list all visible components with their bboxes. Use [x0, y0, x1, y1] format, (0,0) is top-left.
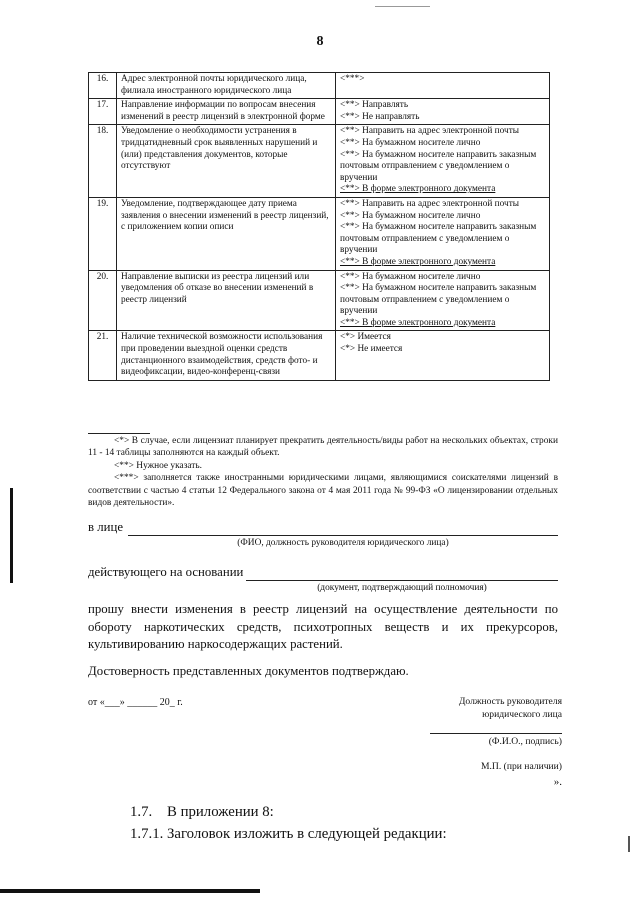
- position-label-1: Должность руководителя: [458, 696, 562, 707]
- table-body: [89, 73, 550, 381]
- row-options: [336, 73, 550, 99]
- date-line: от «___» ______ 20_ г.: [88, 697, 183, 708]
- position-label-2: юридического лица: [482, 709, 562, 720]
- row-name: Направление информации по вопросам внесения изменений в реестр лицензий в электронной форме: [117, 99, 336, 125]
- row-name: Наличие технической возможности использования при проведении выездной оценки средств дистанционного взаимодействия, средств фото- и видеофиксации, видео-конференц-связи: [117, 331, 336, 380]
- confirm-text: Достоверность представленных документов подтверждаю.: [88, 664, 409, 678]
- option-line[interactable]: <**> На бумажном носителе лично: [340, 271, 481, 282]
- option-line[interactable]: <**> В форме электронного документа: [340, 184, 496, 195]
- table-row: [89, 331, 550, 380]
- footnote-2: <**> Нужное указать.: [114, 460, 203, 471]
- table-row: [89, 99, 550, 125]
- option-line[interactable]: <**> Не направлять: [340, 111, 420, 122]
- scan-artifact-right: [628, 836, 630, 852]
- row-name: Уведомление о необходимости устранения в тридцатидневный срок выявленных нарушений и (или) представления документов, которые отсутствуют: [117, 125, 336, 198]
- basis-label: действующего на основании: [88, 565, 244, 579]
- row-number: 17.: [89, 99, 117, 125]
- option-line[interactable]: <**> На бумажном носителе направить заказным почтовым отправлением с уведомлением о вручении: [340, 149, 537, 183]
- in-person-caption: (ФИО, должность руководителя юридического лица): [237, 538, 449, 548]
- row-options: [336, 125, 550, 198]
- annex-item-text: В приложении 8:: [167, 804, 274, 820]
- request-text: прошу внести изменения в реестр лицензий на осуществление деятельности по обороту наркотических средств, психотропных веществ и их прекурсоров, культивированию наркосодержащих растений.: [88, 602, 558, 652]
- in-person-line[interactable]: [128, 535, 558, 536]
- row-number: 19.: [89, 197, 117, 270]
- option-line[interactable]: <***>: [340, 74, 365, 84]
- option-line[interactable]: <**> Направить на адрес электронной почты: [340, 126, 520, 137]
- option-line[interactable]: <**> На бумажном носителе лично: [340, 210, 481, 221]
- basis-caption: (документ, подтверждающий полномочия): [317, 583, 487, 593]
- row-number: 16.: [89, 73, 117, 99]
- option-line[interactable]: <**> На бумажном носителе направить заказным почтовым отправлением с уведомлением о вручении: [340, 222, 537, 256]
- closing-quote: ».: [553, 776, 562, 788]
- annex-item: [130, 804, 274, 821]
- row-options: [336, 331, 550, 380]
- scan-artifact-left: [10, 488, 13, 583]
- footnote-1: <*> В случае, если лицензиат планирует прекратить деятельность/виды работ на нескольких объектах, строки 11 - 14 таблицы заполняются на каждый объект.: [88, 436, 558, 459]
- option-line[interactable]: <**> На бумажном носителе лично: [340, 137, 481, 148]
- table-row: [89, 125, 550, 198]
- row-options: [336, 270, 550, 331]
- footnote-separator: [88, 433, 150, 434]
- table-row: [89, 197, 550, 270]
- basis-line[interactable]: [246, 580, 558, 581]
- row-name: Направление выписки из реестра лицензий или уведомления об отказе во внесении изменений в реестр лицензий: [117, 270, 336, 331]
- row-options: [336, 99, 550, 125]
- footnote-3: <***> заполняется также иностранными юридическими лицами, являющимися соискателями лицензий в соответствии с частью 4 статьи 12 Федерального закона от 4 мая 2011 года № 99-ФЗ «О лицензировании отдельных видов деятельности».: [88, 473, 558, 509]
- annex-item-number: 1.7.: [130, 804, 153, 820]
- request-paragraph: [88, 601, 558, 654]
- license-register-table: [88, 72, 550, 381]
- row-number: 18.: [89, 125, 117, 198]
- scan-artifact-top: [375, 6, 430, 7]
- signature-line[interactable]: [430, 733, 562, 734]
- table-row: [89, 73, 550, 99]
- in-person-label: в лице: [88, 520, 124, 534]
- option-line[interactable]: <*> Не имеется: [340, 344, 403, 355]
- option-line[interactable]: <**> Направлять: [340, 100, 409, 111]
- option-line[interactable]: <**> В форме электронного документа: [340, 256, 496, 267]
- option-line[interactable]: <**> В форме электронного документа: [340, 317, 496, 328]
- row-number: 21.: [89, 331, 117, 380]
- table-row: [89, 270, 550, 331]
- row-options: [336, 197, 550, 270]
- row-name: Уведомление, подтверждающее дату приема заявления о внесении изменений в реестр лицензий, с приложением копии описи: [117, 197, 336, 270]
- row-name: Адрес электронной почты юридического лица, филиала иностранного юридического лица: [117, 73, 336, 99]
- footnotes: [88, 433, 558, 509]
- stamp-label: М.П. (при наличии): [481, 761, 562, 772]
- fio-caption: (Ф.И.О., подпись): [488, 736, 562, 747]
- option-line[interactable]: <**> Направить на адрес электронной почты: [340, 198, 520, 209]
- scan-artifact-bottom: [0, 889, 260, 893]
- option-line[interactable]: <*> Имеется: [340, 332, 391, 343]
- row-number: 20.: [89, 270, 117, 331]
- page-number: 8: [316, 34, 324, 49]
- option-line[interactable]: <**> На бумажном носителе направить заказным почтовым отправлением с уведомлением о вручении: [340, 283, 537, 317]
- annex-subitem: 1.7.1. Заголовок изложить в следующей редакции:: [130, 826, 447, 842]
